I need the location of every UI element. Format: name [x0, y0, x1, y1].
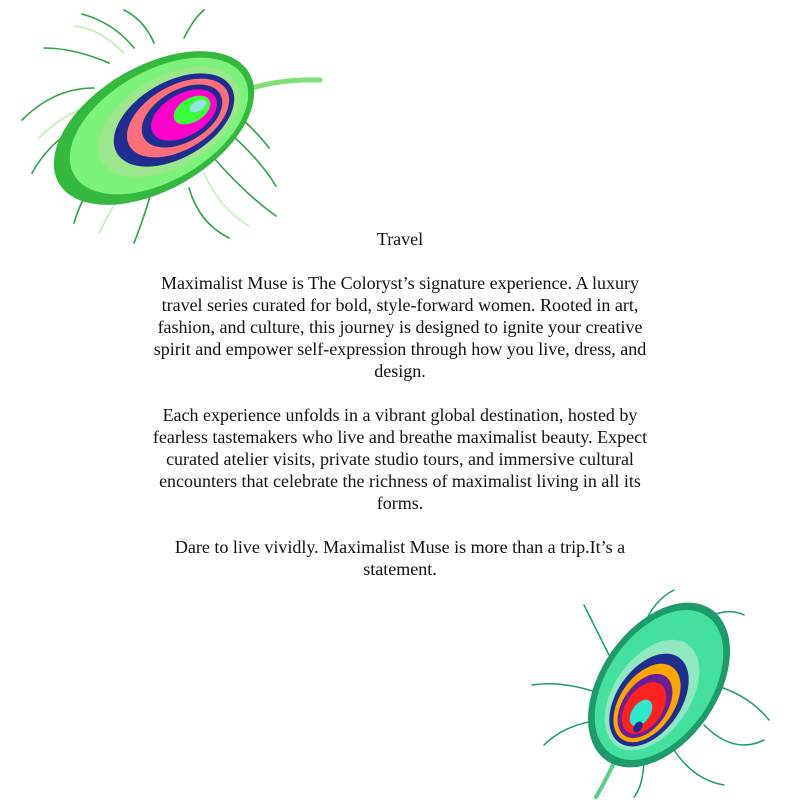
travel-content: [150, 228, 650, 602]
paragraph-intro: Maximalist Muse is The Coloryst’s signature experience. A luxury travel series curated for bold, style-forward women. Rooted in art, fashion, and culture, this journey is designed to ignite your creative spirit and empower self-expression through how you live, dress, and design.: [153, 273, 647, 381]
paragraph-experience: Each experience unfolds in a vibrant global destination, hosted by fearless tastemakers who live and breathe maximalist beauty. Expect curated atelier visits, private studio tours, and immersive cultural encounters that celebrate the richness of maximalist living in all its forms.: [152, 405, 648, 513]
peacock-feather-icon: [14, 8, 326, 250]
page-title: Travel: [376, 229, 424, 249]
paragraph-closing: Dare to live vividly. Maximalist Muse is more than a trip.It’s a statement.: [174, 537, 626, 579]
peacock-feather-icon: [524, 585, 774, 800]
